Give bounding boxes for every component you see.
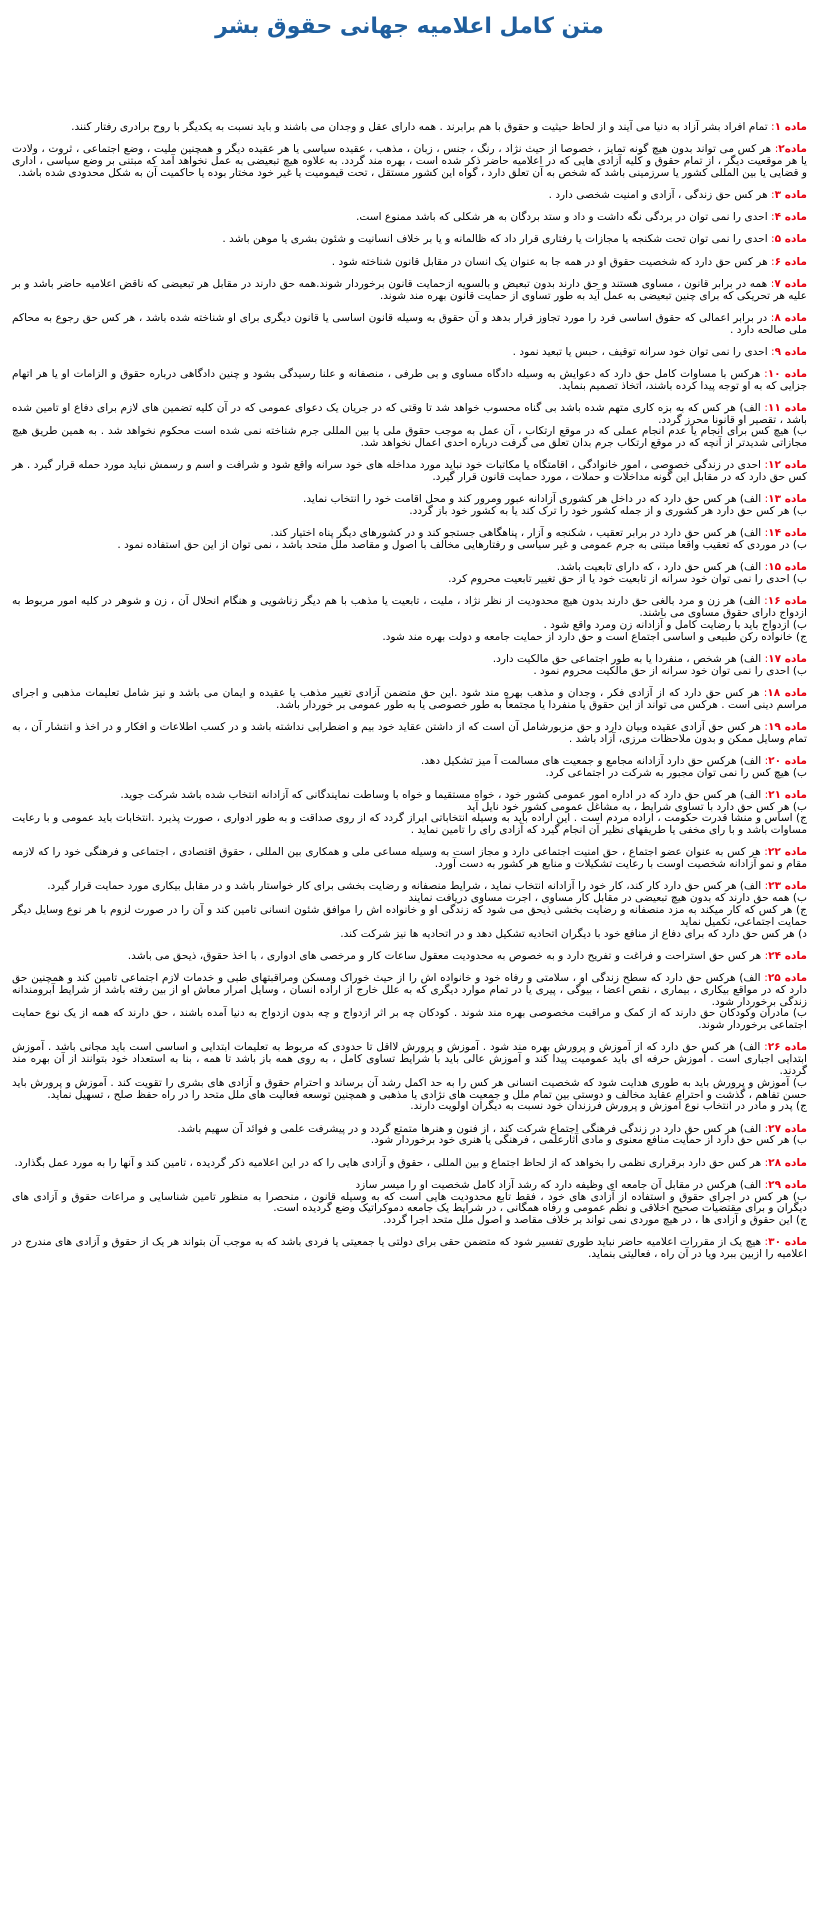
article-line: [12, 1101, 807, 1113]
article-line: ماده ۲۱: الف) هر کس حق دارد که در اداره امور عمومی کشور خود ، خواه مستقیما و خواه با وساطت نمایندگانی که آزادانه انتخاب شده باشد شرکت جوید.: [120, 788, 807, 801]
article-line: ماده ۱۶: الف) هر زن و مرد بالغی حق دارند بدون هیچ محدودیت از نظر نژاد ، ملیت ، تابعیت یا مذهب با هم دیگر زناشویی و هنگام انحلال آن ، زن و شوهر در کلیه امور مربوط به ازدواج دارای حقوق مساوی می باشند.: [12, 595, 808, 620]
article: [12, 951, 807, 963]
article-line: ماده ۱۷: الف) هر شخص ، منفردا یا به طور اجتماعی حق مالکیت دارد.: [492, 652, 807, 665]
page-title: متن کامل اعلامیه جهانی حقوق بشر: [215, 14, 604, 39]
article-line: ماده ۲۸: هر کس حق دارد برقراری نظمی را بخواهد که از لحاظ اجتماع و بین المللی ، حقوق و آزادی هایی را که در این اعلامیه ذکر گردیده ، تامین کند و آنها را به مورد عمل بگذارد.: [14, 1156, 807, 1169]
article-line: ماده ۱۰: هرکس با مساوات کامل حق دارد که دعوایش به وسیله دادگاه مساوی و بی طرفی ، منصفانه و علنا رسیدگی بشود و چنین دادگاهی درباره حقوق و الزامات او یا هر اتهام جزایی که به او توجه پیدا کرده باشند، اتخاذ تصمیم بنماید.: [12, 367, 808, 392]
article-text: الف) هر شخص ، منفردا یا به طور اجتماعی حق مالکیت دارد.: [492, 652, 762, 665]
article-text: هر کس حق دارد که از آزادی فکر ، وجدان و مذهب بهره مند شود .این حق متضمن آزادی تغییر مذهب یا عقیده و ایمان می باشد و نیز شامل تعلیمات مذهبی و اجرای مراسم دینی است . هرکس می تواند از این حقوق یا منفردا یا مجتمعاً به طور خصوصی یا به طور عمومی بر خوردار باشد.: [12, 686, 807, 711]
article-line: ماده ۲۳: الف) هر کس حق دارد کار کند، کار خود را آزادانه انتخاب نماید ، شرایط منصفانه و رضایت بخشی برای کار خواستار باشد و در مقابل بیکاری مورد حمایت قرار گیرد.: [47, 880, 807, 893]
article-line: ماده ۱۹: هر کس حق آزادی عقیده وبیان دارد و حق مزبورشامل آن است که از داشتن عقاید خود بیم و اضطرابی نداشته باشد و در کسب اطلاعات و افکار و در اخذ و انتشار آن ، به تمام وسایل ممکن و بدون ملاحظات مرزی، آزاد باشد .: [12, 720, 808, 745]
article-line: ماده ۱۲: احدی در زندگی خصوصی ، امور خانوادگی ، اقامتگاه یا مکاتبات خود نباید مورد مداخله های خود سرانه واقع شود و شرافت و اسم و رسمش نباید مورد حمله قرار گیرد . هر کس حق دارد که در مقابل این گونه مداخلات و حملات ، مورد حمایت قانون قرار گیرد.: [12, 459, 807, 484]
article-line: ماده ۲۷: الف) هر کس حق دارد در زندگی فرهنگی اجتماع شرکت کند ، از فنون و هنرها متمتع گردد و در پیشرفت علمی و فوائد آن سهیم باشد.: [177, 1122, 807, 1135]
article: [12, 1158, 807, 1170]
article: [12, 596, 807, 643]
article-label: ماده ۲۴: [768, 949, 807, 962]
article-text: د) هر کس حق دارد که برای دفاع از منافع خود با دیگران اتحادیه تشکیل دهد و در اتحادیه ها نیز شرکت کند.: [340, 927, 807, 940]
article-line: [12, 1135, 807, 1147]
article-line: ماده ۱۴: الف) هر کس حق دارد در برابر تعقیب ، شکنجه و آزار ، پناهگاهی جستجو کند و در کشورهای دیگر پناه اختیار کند.: [270, 527, 807, 540]
article-text: ج) خانواده رکن طبیعی و اساسی اجتماع است و حق دارد از حمایت جامعه و دولت بهره مند شود.: [382, 630, 807, 643]
article: [12, 494, 807, 518]
article-text: ب) هر کس حق دارد هر کشوری و از جمله کشور خود را ترک کند یا به کشور خود باز گردد.: [409, 505, 807, 518]
article-text: ب) مادران وکودکان حق دارند که از کمک و مراقبت مخصوصی بهره مند شوند . کودکان چه بر اثر ازدواج و چه بدون ازدواج به دنیا آمده باشند ، حق دارند که همه از یک نوع حمایت اجتماعی برخوردار شوند.: [12, 1007, 807, 1032]
article-line: ماده ۷: همه در برابر قانون ، مساوی هستند و حق دارند بدون تبعیض و بالسویه ازحمایت قانون برخوردار شوند.همه حق دارند در مقابل هر تبعیضی که ناقض اعلامیه حاضر باشد و بر علیه هر تحریکی که برای چنین تبعیضی به عمل آید به طور تساوی از حمایت قانون بهره مند شوند.: [12, 277, 808, 302]
article-label: ماده ۲۶: [767, 1041, 807, 1054]
article-line: [12, 929, 807, 941]
article-text: هر کس به عنوان عضو اجتماع ، حق امنیت اجتماعی دارد و مجاز است به وسیله مساعی ملی و همکاری بین المللی ، حقوق اقتصادی ، اجتماعی و فرهنگی خود را که لازمه مقام و نمو آزادانه شخصیت اوست با رعایت تشکیلات و منابع هر کشور به دست آورد.: [12, 846, 807, 871]
article-text: هر کس می تواند بدون هیچ گونه تمایز ، خصوصا از حیث نژاد ، رنگ ، جنس ، زبان ، مذهب ، عقیده سیاسی یا هر عقیده دیگر و همچنین ملیت ، وضع اجتماعی ، ثروت ، ولادت یا هر موقعیت دیگر ، از تمام حقوق و کلیه آزادی هایی که در اعلامیه حاضر ذکر شده است ، بهره مند گردد. به علاوه هیچ تبعیضی به عمل نخواهد آمد که مبتنی بر وضع سیاسی ، اداری و قضایی یا بین المللی کشور یا سرزمینی باشد که شخص به آن تعلق دارد ، گواه این کشور مستقل ، تحت قیمومیت یا غیر خود مختار بوده یا حاکمیت آن به شکل محدودی شده باشد.: [12, 143, 807, 179]
article-line: ماده۲: هر کس می تواند بدون هیچ گونه تمایز ، خصوصا از حیث نژاد ، رنگ ، جنس ، زبان ، مذهب ، عقیده سیاسی یا هر عقیده دیگر و همچنین ملیت ، وضع اجتماعی ، ثروت ، ولادت یا هر موقعیت دیگر ، از تمام حقوق و کلیه آزادی هایی که در اعلامیه حاضر ذکر شده است ، بهره مند گردد. به علاوه هیچ تبعیضی به عمل نخواهد آمد که مبتنی بر وضع سیاسی ، اداری و قضایی یا بین المللی کشور یا سرزمینی باشد که شخص به آن تعلق دارد ، گواه این کشور مستقل ، تحت قیمومیت یا غیر خود مختار بوده یا حاکمیت آن به شکل محدودی شده باشد.: [12, 143, 807, 179]
article: [12, 369, 807, 393]
article-text: الف) هر کس که به بزه کاری متهم شده باشد بی گناه محسوب خواهد شد تا وقتی که در جریان یک دعوای عمومی که در آن کلیه تضمین های لازم برای دفاع او تامین شده باشد ، تقصیر او قانونا محرز گردد.: [12, 401, 807, 426]
article: [12, 722, 807, 746]
article-text: الف) هر کس حق دارد کار کند، کار خود را آزادانه انتخاب نماید ، شرایط منصفانه و رضایت بخشی برای کار خواستار باشد و در مقابل بیکاری مورد حمایت قرار گیرد.: [47, 880, 762, 893]
article-label: ماده ۲۵: [767, 972, 808, 985]
article-line: ماده ۱۱: الف) هر کس که به بزه کاری متهم شده باشد بی گناه محسوب خواهد شد تا وقتی که در جریان یک دعوای عمومی که در آن کلیه تضمین های لازم برای دفاع او تامین شده باشد ، تقصیر او قانونا محرز گردد.: [12, 401, 807, 426]
article: [12, 347, 807, 359]
article-text: احدی را نمی توان در بردگی نگه داشت و داد و ستد بردگان به هر شکلی که باشد ممنوع است.: [355, 211, 768, 224]
article-label: ماده ۱۴: [768, 527, 807, 540]
article-label: ماده ۱۸: [767, 686, 808, 699]
article-line: [12, 768, 807, 780]
article-label: ماده ۱۵: [768, 561, 807, 574]
article-line: ماده ۴: احدی را نمی توان در بردگی نگه داشت و داد و ستد بردگان به هر شکلی که باشد ممنوع است.: [355, 211, 807, 224]
article: [12, 1042, 807, 1113]
article-label: ماده ۱۶: [767, 595, 808, 608]
article-label: ماده ۶: [774, 255, 807, 268]
article-text: الف) هر کس حق دارد ، که دارای تابعیت باشد.: [556, 561, 762, 574]
article-text: الف) هر کس حق دارد که در داخل هر کشوری آزادانه عبور ومرور کند و محل اقامت خود را انتخاب نماید.: [302, 493, 762, 506]
article-label: ماده ۲۸: [768, 1156, 807, 1169]
article-label: ماده ۷: [774, 277, 808, 290]
article-line: ماده ۲۰: الف) هرکس حق دارد آزادانه مجامع و جمعیت های مسالمت آ میز تشکیل دهد.: [420, 754, 807, 767]
article-label: ماده ۲۰: [768, 754, 807, 767]
article: [12, 756, 807, 780]
article: [12, 190, 807, 202]
article-label: ماده ۹: [774, 345, 807, 358]
article-line: [12, 632, 807, 644]
article-text: هر کس حق استراحت و فراغت و تفریح دارد و به خصوص به محدودیت معقول ساعات کار و مرخصی های ادواری ، با اخذ حقوق، ذیحق می باشد.: [127, 949, 762, 962]
article: [12, 279, 807, 303]
article-line: [12, 905, 807, 929]
article-label: ماده ۲۳: [768, 880, 807, 893]
article-line: [12, 813, 807, 837]
article-text: هر کس حق دارد که شخصیت حقوق او در همه جا به عنوان یک انسان در مقابل قانون شناخته شود .: [331, 255, 768, 268]
article: [12, 144, 807, 179]
article-text: ج) هر کس که کار میکند به مزد منصفانه و رضایت بخشی ذیحق می شود که زندگی او و خانواده اش را موافق شئون انسانی تامین کند و آن را در صورت لزوم با هر نوع وسایل دیگر حمایت اجتماعی، تکمیل نماید: [12, 904, 807, 928]
article: [12, 403, 807, 450]
article: [12, 257, 807, 269]
article: [12, 460, 807, 484]
article: [12, 688, 807, 712]
article-label: ماده ۳۰: [768, 1236, 807, 1249]
article-line: ماده ۲۹: الف) هرکس در مقابل آن جامعه ای وظیفه دارد که رشد آزاد کامل شخصیت او را میسر سازد: [355, 1178, 807, 1191]
article-line: ماده ۲۵: الف) هرکس حق دارد که سطح زندگی او ، سلامتی و رفاه خود و خانواده اش را از حیث خوراک ومسکن ومراقبتهای طبی و خدمات لازم اجتماعی تامین کند و همچنین حق دارد که در مواقع بیکاری ، بیماری ، نقص اعضا ، بیوگی ، پیری یا در تمام موارد دیگری که به علل خارج از اراده انسان ، وسایل امرار معاش او از بین رفته باشد از شرایط آبرومندانه زندگی برخوردار شود.: [12, 972, 808, 1008]
article-text: همه در برابر قانون ، مساوی هستند و حق دارند بدون تبعیض و بالسویه ازحمایت قانون برخوردار شوند.همه حق دارند در مقابل هر تبعیضی که ناقض اعلامیه حاضر باشد و بر علیه هر تحریکی که برای چنین تبعیضی به عمل آید به طور تساوی از حمایت قانون بهره مند شوند.: [12, 277, 807, 302]
article: [12, 1124, 807, 1148]
article-line: ماده ۱: تمام افراد بشر آزاد به دنیا می آیند و از لحاظ حیثیت و حقوق با هم برابرند . همه دارای عقل و وجدان می باشند و باید نسبت به یکدیگر با روح برادری رفتار کنند.: [71, 121, 807, 133]
article-line: ماده ۵: احدی را نمی توان تحت شکنجه یا مجازات یا رفتاری قرار داد که ظالمانه و یا بر خلاف انسانیت و شئون بشری یا موهن باشد .: [222, 233, 807, 246]
article-label: ماده ۱: [774, 121, 807, 133]
article: [12, 654, 807, 678]
article-line: [12, 1008, 807, 1032]
article-line: ماده ۲۴: هر کس حق استراحت و فراغت و تفریح دارد و به خصوص به محدودیت معقول ساعات کار و مرخصی های ادواری ، با اخذ حقوق، ذیحق می باشد.: [127, 949, 807, 962]
article-text: ب) همه حق دارند که بدون هیچ تبعیضی در مقابل کار مساوی ، اجرت مساوی دریافت نمایند: [408, 892, 807, 905]
article-text: الف) هر کس حق دارد در زندگی فرهنگی اجتماع شرکت کند ، از فنون و هنرها متمتع گردد و در پیشرفت علمی و فوائد آن سهیم باشد.: [177, 1122, 762, 1135]
article-label: ماده ۲۷: [768, 1122, 807, 1135]
article-line: ماده ۱۵: الف) هر کس حق دارد ، که دارای تابعیت باشد.: [556, 561, 807, 574]
article-line: ماده ۲۶: الف) هر کس حق دارد که از آموزش و پرورش بهره مند شود . آموزش و پرورش لااقل تا حدودی که مربوط به تعلیمات ابتدایی و اساسی است باید مجانی باشد . آموزش ابتدایی اجباری است . آموزش حرفه ای باید عمومیت پیدا کند و آموزش عالی باید با شرایط تساوی کامل ، به روی همه باز باشد تا همه ، بنا به استعداد خود بتوانند از آن بهره مند گردند.: [12, 1041, 807, 1077]
article: [12, 1180, 807, 1227]
article-text: الف) هرکس حق دارد که سطح زندگی او ، سلامتی و رفاه خود و خانواده اش را از حیث خوراک ومسکن ومراقبتهای طبی و خدمات لازم اجتماعی تامین کند و همچنین حق دارد که در مواقع بیکاری ، بیماری ، نقص اعضا ، بیوگی ، پیری یا در تمام موارد دیگری که به علل خارج از اراده انسان ، وسایل امرار معاش او از بین رفته باشد از شرایط آبرومندانه زندگی برخوردار شود.: [12, 972, 807, 1008]
article: [12, 881, 807, 940]
article: [12, 234, 807, 246]
article: [12, 122, 807, 134]
article-text: ب) احدی را نمی توان خود سرانه از تابعیت خود یا از حق تغییر تابعیت محروم کرد.: [448, 573, 807, 586]
article: [12, 790, 807, 837]
article-line: [12, 426, 807, 450]
article: [12, 562, 807, 586]
article-line: ماده ۹: احدی را نمی توان خود سرانه توقیف ، حبس یا تبعید نمود .: [512, 345, 807, 358]
article-text: ب) احدی را نمی توان خود سرانه از حق مالکیت محروم نمود .: [533, 664, 807, 677]
article-text: ج) این حقوق و آزادی ها ، در هیچ موردی نمی تواند بر خلاف مقاصد و اصول ملل متحد اجرا گردد.: [383, 1214, 807, 1227]
article-line: ماده ۲۲: هر کس به عنوان عضو اجتماع ، حق امنیت اجتماعی دارد و مجاز است به وسیله مساعی ملی و همکاری بین المللی ، حقوق اقتصادی ، اجتماعی و فرهنگی خود را که لازمه مقام و نمو آزادانه شخصیت اوست با رعایت تشکیلات و منابع هر کشور به دست آورد.: [12, 846, 807, 871]
article-line: [12, 1215, 807, 1227]
article-text: ب) آموزش و پرورش باید به طوری هدایت شود که شخصیت انسانی هر کس را به حد اکمل رشد آن برساند و احترام حقوق و آزادی های بشری را تقویت کند . آموزش و پرورش باید حسن تفاهم ، گذشت و احترام عقاید مخالف و دوستی بین تمام ملل و جمعیت های نژادی یا مذهبی و همچنین توسعه فعالیت های ملل متحد را در راه حفظ صلح ، تسهیل نماید.: [12, 1076, 807, 1101]
article-line: ماده ۳۰: هیچ یک از مقررات اعلامیه حاضر نباید طوری تفسیر شود که متضمن حقی برای دولتی یا جمعیتی یا فردی باشد که به موجب آن بتواند هر یک از حقوق و آزادی های مندرج در اعلامیه را ازبین ببرد ویا در آن راه ، فعالیتی بنماید.: [12, 1236, 807, 1261]
article-line: ماده ۳: هر کس حق زندگی ، آزادی و امنیت شخصی دارد .: [548, 188, 807, 201]
article-label: ماده ۱۷: [768, 652, 807, 665]
article: [12, 847, 807, 871]
article-text: هیچ یک از مقررات اعلامیه حاضر نباید طوری تفسیر شود که متضمن حقی برای دولتی یا جمعیتی یا فردی باشد که به موجب آن بتواند هر یک از حقوق و آزادی های مندرج در اعلامیه را ازبین ببرد ویا در آن راه ، فعالیتی بنماید.: [12, 1236, 807, 1261]
article-line: [12, 506, 807, 518]
article-text: تمام افراد بشر آزاد به دنیا می آیند و از لحاظ حیثیت و حقوق با هم برابرند . همه دارای عقل و وجدان می باشند و باید نسبت به یکدیگر با روح برادری رفتار کنند.: [71, 121, 768, 133]
article-text: ج) پدر و مادر در انتخاب نوع آموزش و پرورش فرزندان خود نسبت به دیگران اولویت دارند.: [410, 1100, 807, 1113]
article-text: الف) هر کس حق دارد در برابر تعقیب ، شکنجه و آزار ، پناهگاهی جستجو کند و در کشورهای دیگر پناه اختیار کند.: [270, 527, 762, 540]
article-text: ب) هر کس در اجرای حقوق و استفاده از آزادی های خود ، فقط تابع محدودیت هایی است که به وسیله قانون ، منحصرا به منظور تامین شناسایی و مراعات حقوق و آزادی های دیگران و برای مقتضیات صحیح اخلاقی و نظم عمومی و رفاه همگانی ، در شرایط یک جامعه دموکراتیک وضع گردیده است.: [12, 1190, 807, 1215]
article: [12, 212, 807, 224]
article-text: ب) هیچ کس برای انجام یا عدم انجام عملی که در موقع ارتکاب ، آن عمل به موجب حقوق ملی یا بین المللی جرم شناخته نمی شده است محکوم نخواهد شد . به همین طریق هیچ مجازاتی شدیدتر از آنچه که در موقع ارتکاب جرم بدان تعلق می گرفت درباره احدی اعمال نخواهد شد.: [12, 425, 807, 450]
article-label: ماده ۱۲: [768, 459, 807, 472]
article-line: [12, 574, 807, 586]
article-text: احدی در زندگی خصوصی ، امور خانوادگی ، اقامتگاه یا مکاتبات خود نباید مورد مداخله های خود سرانه واقع شود و شرافت و اسم و رسمش نباید مورد حمله قرار گیرد . هر کس حق دارد که در مقابل این گونه مداخلات و حملات ، مورد حمایت قانون قرار گیرد.: [12, 459, 807, 484]
article-label: ماده ۵: [774, 233, 807, 246]
article-text: ب) هر کس حق دارد از حمایت منافع معنوی و مادی آثارعلمی ، فرهنگی یا هنری خود برخوردار شود.: [370, 1134, 807, 1147]
article-line: ماده ۶: هر کس حق دارد که شخصیت حقوق او در همه جا به عنوان یک انسان در مقابل قانون شناخته شود .: [331, 255, 807, 268]
article-label: ماده ۱۱: [767, 401, 807, 414]
article-line: ماده ۸: در برابر اعمالی که حقوق اساسی فرد را مورد تجاوز قرار بدهد و آن حقوق به وسیله قانون اساسی یا قانون دیگری برای او شناخته شده باشد ، هر کس حق رجوع به محاکم ملی صالحه دارد .: [12, 311, 807, 336]
article-line: [12, 666, 807, 678]
article-text: در برابر اعمالی که حقوق اساسی فرد را مورد تجاوز قرار بدهد و آن حقوق به وسیله قانون اساسی یا قانون دیگری برای او شناخته شده باشد ، هر کس حق رجوع به محاکم ملی صالحه دارد .: [12, 311, 807, 336]
article-text: ب) هر کس حق دارد با تساوی شرایط ، به مشاغل عمومی کشور خود نایل آید: [466, 800, 807, 813]
article-text: ب) ازدواج باید با رضایت کامل و آزادانه زن ومرد واقع شود .: [543, 618, 807, 631]
article-line: [12, 1078, 807, 1102]
article-label: ماده ۱۳: [768, 493, 807, 506]
article: [12, 1237, 807, 1261]
article: [12, 528, 807, 552]
article-text: ج) اساس و منشا قدرت حکومت ، اراده مردم است . این اراده باید به وسیله انتخاباتی ابراز گردد که از روی صداقت و به طور ادواری ، صورت پذیرد .انتخابات باید عمومی و با رعایت مساوات باشد و با رای مخفی یا طریقهای نظیر آن انجام گیرد که آزادی رای را تامین نماید .: [12, 812, 807, 837]
article-label: ماده۲: [778, 143, 807, 156]
article-text: الف) هرکس در مقابل آن جامعه ای وظیفه دارد که رشد آزاد کامل شخصیت او را میسر سازد: [355, 1178, 762, 1191]
article-text: هرکس با مساوات کامل حق دارد که دعوایش به وسیله دادگاه مساوی و بی طرفی ، منصفانه و علنا رسیدگی بشود و چنین دادگاهی درباره حقوق و الزامات او یا هر اتهام جزایی که به او توجه پیدا کرده باشند، اتخاذ تصمیم بنماید.: [12, 367, 807, 392]
article-text: الف) هرکس حق دارد آزادانه مجامع و جمعیت های مسالمت آ میز تشکیل دهد.: [420, 754, 762, 767]
article-text: هر کس حق دارد برقراری نظمی را بخواهد که از لحاظ اجتماع و بین المللی ، حقوق و آزادی هایی را که در این اعلامیه ذکر گردیده ، تامین کند و آنها را به مورد عمل بگذارد.: [14, 1156, 762, 1169]
article-label: ماده ۱۰: [767, 367, 808, 380]
article-text: الف) هر کس حق دارد که در اداره امور عمومی کشور خود ، خواه مستقیما و خواه با وساطت نمایندگانی که آزادانه انتخاب شده باشد شرکت جوید.: [120, 788, 762, 801]
article-label: ماده ۸: [774, 311, 807, 324]
article-text: الف) هر کس حق دارد که از آموزش و پرورش بهره مند شود . آموزش و پرورش لااقل تا حدودی که مربوط به تعلیمات ابتدایی و اساسی است باید مجانی باشد . آموزش ابتدایی اجباری است . آموزش حرفه ای باید عمومیت پیدا کند و آموزش عالی باید با شرایط تساوی کامل ، به روی همه باز باشد تا همه ، بنا به استعداد خود بتوانند از آن بهره مند گردند.: [12, 1041, 807, 1077]
article-label: ماده ۲۹: [768, 1178, 807, 1191]
article-label: ماده ۱۹: [767, 720, 808, 733]
article-line: [12, 1192, 807, 1216]
article-label: ماده ۴: [774, 211, 807, 224]
article-line: ماده ۱۸: هر کس حق دارد که از آزادی فکر ، وجدان و مذهب بهره مند شود .این حق متضمن آزادی تغییر مذهب یا عقیده و ایمان می باشد و نیز شامل تعلیمات مذهبی و اجرای مراسم دینی است . هرکس می تواند از این حقوق یا منفردا یا مجتمعاً به طور خصوصی یا به طور عمومی بر خوردار باشد.: [12, 686, 808, 711]
article: [12, 313, 807, 337]
article: [12, 973, 807, 1032]
article-text: هر کس حق آزادی عقیده وبیان دارد و حق مزبورشامل آن است که از داشتن عقاید خود بیم و اضطرابی نداشته باشد و در کسب اطلاعات و افکار و در اخذ و انتشار آن ، به تمام وسایل ممکن و بدون ملاحظات مرزی، آزاد باشد .: [12, 720, 807, 745]
article-label: ماده ۲۲: [767, 846, 807, 859]
article-line: ماده ۱۳: الف) هر کس حق دارد که در داخل هر کشوری آزادانه عبور ومرور کند و محل اقامت خود را انتخاب نماید.: [302, 493, 807, 506]
article-line: [12, 540, 807, 552]
article-text: احدی را نمی توان تحت شکنجه یا مجازات یا رفتاری قرار داد که ظالمانه و یا بر خلاف انسانیت و شئون بشری یا موهن باشد .: [222, 233, 768, 246]
article-text: احدی را نمی توان خود سرانه توقیف ، حبس یا تبعید نمود .: [512, 345, 768, 358]
article-text: هر کس حق زندگی ، آزادی و امنیت شخصی دارد .: [548, 188, 768, 201]
articles-list: [0, 42, 819, 1261]
article-text: الف) هر زن و مرد بالغی حق دارند بدون هیچ محدودیت از نظر نژاد ، ملیت ، تابعیت یا مذهب با هم دیگر زناشویی و هنگام انحلال آن ، زن و شوهر در کلیه امور مربوط به ازدواج دارای حقوق مساوی می باشند.: [12, 595, 807, 620]
article-text: ب) در موردی که تعقیب واقعا مبتنی به جرم عمومی و غیر سیاسی و رفتارهایی مخالف با اصول و مقاصد ملل متحد باشد ، نمی توان از این حق استفاده نمود .: [117, 539, 807, 552]
article-label: ماده ۳: [774, 188, 807, 201]
article-text: ب) هیچ کس را نمی توان مجبور به شرکت در اجتماعی کرد.: [545, 766, 807, 779]
article-label: ماده ۲۱: [768, 788, 807, 801]
